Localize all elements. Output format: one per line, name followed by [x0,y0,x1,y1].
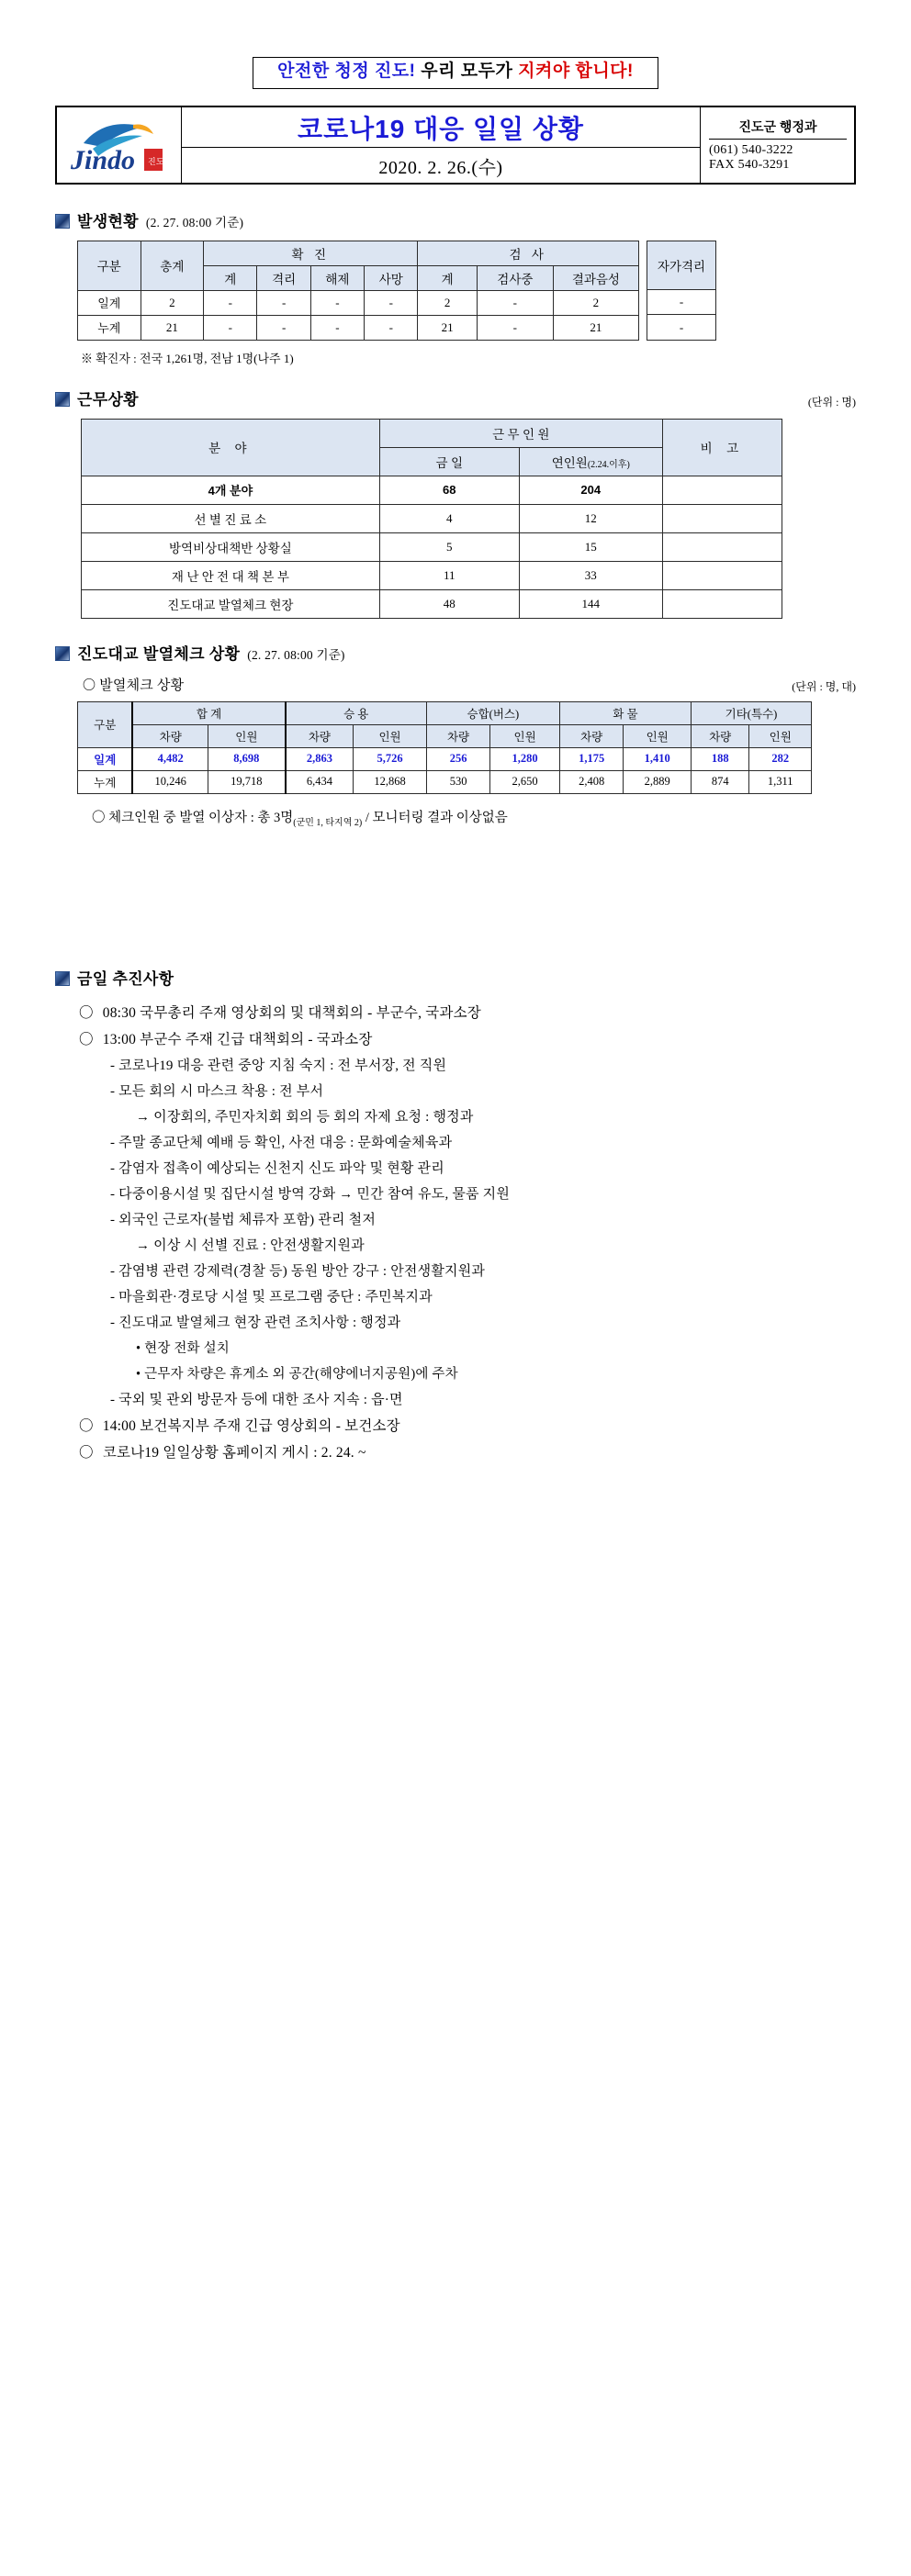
cell-total-vehicles: 4,482 [132,747,208,770]
dot-bullet-icon: • [136,1340,141,1356]
cell-negative: 2 [553,290,638,315]
cell-car-vehicles: 2,863 [286,747,354,770]
section3-unit: (단위 : 명, 대) [792,679,856,693]
action-item [110,1312,856,1331]
report-date: 2020. 2. 26.(수) [378,157,503,178]
dash-bullet-icon: - [110,1315,116,1330]
cell-truck-persons: 2,889 [624,770,692,793]
section-occurrence [55,208,856,366]
subheader-today: 금 일 [379,447,519,476]
occurrence-table-wrap [77,241,856,341]
action-item [110,1183,856,1203]
action-item-text: 08:30 국무총리 주재 영상회의 및 대책회의 - 부군수, 국과소장 [98,1004,481,1021]
subheader-vehicles: 차량 [691,724,748,747]
dash-bullet-icon: - [110,1392,116,1407]
cell-negative: 21 [553,315,638,340]
cell-self-isolation-total: - [647,315,716,341]
table-row [78,747,812,770]
fax-number: FAX 540-3291 [709,157,790,172]
cell-remark [662,532,782,561]
cell-cumulative: 12 [519,504,662,532]
cell-today: 4 [379,504,519,532]
cell-released: - [310,290,364,315]
section3-subtitle: (2. 27. 08:00 기준) [247,647,345,662]
table-header-row [78,701,812,724]
table-header-row [647,241,716,289]
action-item-text: 진도대교 발열체크 현장 관련 조치사항 : 행정과 [115,1315,401,1330]
logo-cell [57,107,182,183]
cell-today: 5 [379,532,519,561]
cell-death: - [365,315,418,340]
telephone-number: (061) 540-3222 [709,142,793,157]
row-label: 누계 [78,770,133,793]
subheader-isolated: 격리 [257,265,310,290]
action-item-text: 코로나19 대응 관련 중앙 지침 숙지 : 전 부서장, 전 직원 [115,1058,447,1073]
table-row [82,504,782,532]
action-item-text: 다중이용시설 및 집단시설 방역 강화 → 민간 참여 유도, 물품 지원 [115,1186,511,1202]
cell-remark [662,589,782,618]
subheader-persons: 인원 [749,724,812,747]
row-area: 재 난 안 전 대 책 본 부 [82,561,380,589]
cell-cumulative: 144 [519,589,662,618]
dash-bullet-icon: - [110,1160,116,1176]
svg-text:Jindo: Jindo [70,144,135,174]
work-status-table [81,419,782,619]
table-row [82,589,782,618]
section2-heading [55,386,856,409]
table-row [82,532,782,561]
cell-self-isolation-daily: - [647,289,716,315]
action-item [136,1106,856,1126]
dash-bullet-icon: - [110,1058,116,1073]
section3-heading [55,641,856,664]
subheader-confirm-total: 계 [204,265,257,290]
action-item [79,1028,856,1048]
slogan-part-red: 지켜야 합니다! [518,62,634,81]
cell-car-persons: 5,726 [354,747,427,770]
action-item-text: 13:00 부군수 주재 긴급 대책회의 - 국과소장 [98,1031,373,1047]
cell-other-persons: 1,311 [749,770,812,793]
fever-check-table [77,701,812,794]
ring-bullet-icon: 〇 [79,1004,94,1021]
occurrence-table [77,241,639,341]
cell-total-persons: 8,698 [208,747,286,770]
subheader-test-total: 계 [418,265,477,290]
cell-bus-persons: 2,650 [490,770,560,793]
cell-truck-vehicles: 1,175 [559,747,624,770]
title-block [55,106,856,185]
cell-cumulative: 15 [519,532,662,561]
fever-note-sub: (군민 1, 타지역 2) [293,817,363,828]
subheader-released: 해제 [310,265,364,290]
fever-note-tail: / 모니터링 결과 이상없음 [362,810,508,825]
cell-testing: - [477,315,553,340]
section1-title: 발생현황 [77,212,139,230]
header-self-isolation: 자가격리 [647,241,716,289]
action-item-text: 코로나19 일일상황 홈페이지 게시 : 2. 24. ~ [98,1444,366,1461]
ring-bullet-icon: 〇 [79,1444,94,1461]
subheader-vehicles: 차량 [426,724,490,747]
row-label: 일계 [78,747,133,770]
action-item-text: 감염자 접촉이 예상되는 신천지 신도 파악 및 현황 관리 [115,1160,444,1176]
slogan-banner-row [55,0,856,89]
dash-bullet-icon: - [110,1289,116,1305]
table-row [78,290,639,315]
svg-text:진도: 진도 [147,156,163,166]
cell-total: 21 [141,315,204,340]
slogan-banner [253,57,658,89]
cell-today: 11 [379,561,519,589]
table-row [82,476,782,504]
row-area: 방역비상대책반 상황실 [82,532,380,561]
cell-total: 2 [141,290,204,315]
slogan-part-blue: 안전한 청정 진도! [277,62,416,81]
subheader-vehicles: 차량 [559,724,624,747]
ring-bullet-icon: 〇 [79,1031,94,1047]
cell-testing: - [477,290,553,315]
ring-bullet-icon: 〇 [83,678,96,693]
cell-remark [662,504,782,532]
row-area: 4개 분야 [82,476,380,504]
section-fever-check [55,641,856,828]
header-staff-group: 근 무 인 원 [379,419,662,447]
confirmed-cases-note: ※ 확진자 : 전국 1,261명, 전남 1명(나주 1) [81,351,294,365]
subheader-cumulative: 연인원(2.24.이후) [519,447,662,476]
cell-bus-persons: 1,280 [490,747,560,770]
header-confirm-group: 확 진 [204,241,418,265]
section3-subheading-row [83,675,856,694]
cell-cumulative: 204 [519,476,662,504]
cell-cumulative: 33 [519,561,662,589]
table-row [78,315,639,340]
jindo-logo-icon [65,116,174,174]
cell-other-vehicles: 188 [691,747,748,770]
dash-bullet-icon: - [110,1186,116,1202]
header-group-other: 기타(특수) [691,701,811,724]
section1-heading [55,208,856,231]
action-item-text: 외국인 근로자(불법 체류자 포함) 관리 철저 [115,1212,377,1227]
header-group-car: 승 용 [286,701,427,724]
cell-other-persons: 282 [749,747,812,770]
cell-isolated: - [257,315,310,340]
bullet-square-icon [55,971,70,986]
action-item [110,1286,856,1305]
cell-today: 68 [379,476,519,504]
section-today-actions [55,966,856,1462]
action-item [79,1002,856,1022]
cell-released: - [310,315,364,340]
row-area: 진도대교 발열체크 현장 [82,589,380,618]
cell-truck-vehicles: 2,408 [559,770,624,793]
dash-bullet-icon: - [110,1083,116,1099]
arrow-icon: → [136,1109,151,1125]
row-label: 일계 [78,290,141,315]
dash-bullet-icon: - [110,1212,116,1227]
cell-bus-vehicles: 256 [426,747,490,770]
action-item [110,1260,856,1280]
cell-confirm-total: - [204,315,257,340]
table-header-row [78,241,639,265]
action-item-text: 국외 및 관외 방문자 등에 대한 조사 지속 : 읍·면 [115,1392,403,1407]
section2-title: 근무상황 [77,390,139,409]
action-item-text: 마을회관·경로당 시설 및 프로그램 중단 : 주민복지과 [115,1289,433,1305]
ring-bullet-icon: 〇 [79,1417,94,1434]
action-item [110,1158,856,1177]
action-item [110,1389,856,1408]
header-group-total: 합 계 [132,701,285,724]
subheader-vehicles: 차량 [132,724,208,747]
subheader-persons: 인원 [624,724,692,747]
fever-abnormal-note [92,807,856,828]
action-item [110,1055,856,1074]
fever-note-main: 체크인원 중 발열 이상자 : 총 3명 [108,810,294,825]
header-area: 분 야 [82,419,380,476]
cell-isolated: - [257,290,310,315]
row-area: 선 별 진 료 소 [82,504,380,532]
ring-bullet-icon: 〇 [92,810,106,825]
table-row [647,289,716,315]
dash-bullet-icon: - [110,1263,116,1279]
cell-remark [662,561,782,589]
table-header-row [82,419,782,447]
bullet-square-icon [55,392,70,407]
cell-confirm-total: - [204,290,257,315]
action-item [136,1363,856,1383]
action-item-text: 이상 시 선별 진료 : 안전생활지원과 [150,1238,365,1253]
header-gubun: 구분 [78,241,141,290]
arrow-icon: → [136,1238,151,1253]
cell-car-vehicles: 6,434 [286,770,354,793]
contact-cell [700,107,854,183]
cell-truck-persons: 1,410 [624,747,692,770]
bullet-square-icon [55,214,70,229]
dot-bullet-icon: • [136,1366,141,1382]
action-item-text: 모든 회의 시 마스크 착용 : 전 부서 [115,1083,324,1099]
table-row [78,770,812,793]
cell-car-persons: 12,868 [354,770,427,793]
cell-test-total: 21 [418,315,477,340]
header-group-truck: 화 물 [559,701,691,724]
report-title: 코로나19 대응 일일 상황 [182,107,700,148]
cell-bus-vehicles: 530 [426,770,490,793]
table-row [82,561,782,589]
section4-heading [55,966,856,989]
cell-test-total: 2 [418,290,477,315]
subheader-vehicles: 차량 [286,724,354,747]
title-center [182,107,700,183]
action-item [136,1235,856,1254]
header-test-group: 검 사 [418,241,639,265]
action-item-text: 근무자 차량은 휴게소 외 공간(해양에너지공원)에 주차 [141,1366,458,1382]
dash-bullet-icon: - [110,1135,116,1150]
action-item [110,1081,856,1100]
section2-unit: (단위 : 명) [807,395,856,409]
section4-title: 금일 추진사항 [77,969,174,988]
subheader-testing: 검사중 [477,265,553,290]
header-group-bus: 승합(버스) [426,701,559,724]
action-item-text: 현장 전화 설치 [141,1340,230,1356]
action-item [110,1209,856,1228]
header-remark: 비 고 [662,419,782,476]
subheader-negative: 결과음성 [553,265,638,290]
subheader-persons: 인원 [208,724,286,747]
cell-remark [662,476,782,504]
action-item-list [79,1002,856,1462]
slogan-part-black: 우리 모두가 [421,62,513,81]
cell-other-vehicles: 874 [691,770,748,793]
header-total: 총계 [141,241,204,290]
bullet-square-icon [55,646,70,661]
row-label: 누계 [78,315,141,340]
action-item [136,1338,856,1357]
header-gubun: 구분 [78,701,133,747]
action-item-text: 14:00 보건복지부 주재 긴급 영상회의 - 보건소장 [98,1417,400,1434]
section3-title: 진도대교 발열체크 상황 [77,644,241,663]
cell-death: - [365,290,418,315]
cell-total-vehicles: 10,246 [132,770,208,793]
department-name: 진도군 행정과 [709,118,847,140]
cell-today: 48 [379,589,519,618]
self-isolation-table [647,241,716,341]
action-item [110,1132,856,1151]
table-row [647,315,716,341]
cell-total-persons: 19,718 [208,770,286,793]
action-item-text: 이장회의, 주민자치회 회의 등 회의 자제 요청 : 행정과 [150,1109,474,1125]
table-subheader-row [78,724,812,747]
section-work-status [55,386,856,619]
action-item-text: 주말 종교단체 예배 등 확인, 사전 대응 : 문화예술체육과 [115,1135,453,1150]
fever-check-subheading: 〇 발열체크 상황 [83,678,185,693]
action-item-text: 감염병 관련 강제력(경찰 등) 동원 방안 강구 : 안전생활지원과 [115,1263,486,1279]
subheader-death: 사망 [365,265,418,290]
subheader-persons: 인원 [490,724,560,747]
section1-subtitle: (2. 27. 08:00 기준) [145,215,244,230]
subheader-persons: 인원 [354,724,427,747]
action-item [79,1415,856,1435]
action-item [79,1441,856,1462]
